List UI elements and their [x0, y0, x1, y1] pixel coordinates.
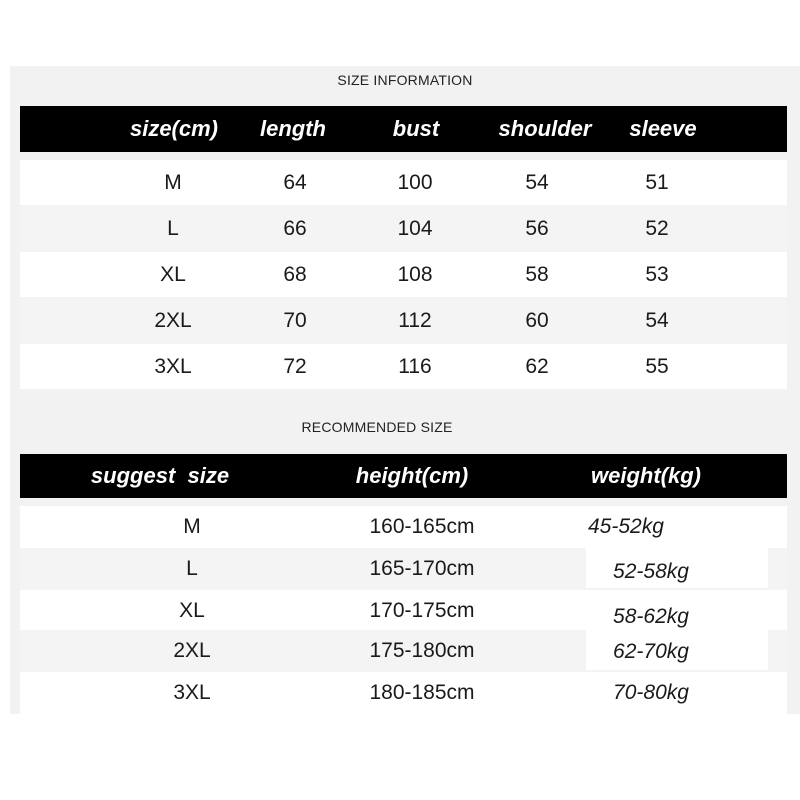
weight-value: 52-58kg — [613, 560, 689, 583]
bust-cell: 112 — [398, 308, 432, 332]
recommend-row — [20, 672, 787, 714]
weight-cell: 45-52kg — [588, 515, 664, 538]
size-row — [20, 160, 787, 205]
header-shoulder: shoulder — [498, 116, 592, 141]
sleeve-cell: 51 — [645, 170, 669, 194]
suggest-size-cell: 3XL — [173, 681, 211, 704]
weight-cell — [586, 548, 768, 588]
header-bust: bust — [392, 116, 440, 141]
length-cell: 66 — [283, 216, 307, 240]
height-cell: 175-180cm — [369, 639, 475, 662]
sleeve-cell: 55 — [645, 354, 669, 378]
header-suggest-size: suggest size — [90, 463, 230, 488]
sleeve-cell: 52 — [645, 216, 669, 240]
size-row — [20, 206, 787, 251]
shoulder-cell: 54 — [525, 170, 549, 194]
sleeve-cell: 53 — [645, 262, 669, 286]
recommend-row — [20, 630, 787, 672]
bust-cell: 116 — [398, 354, 432, 378]
size-row — [20, 298, 787, 343]
suggest-size-cell: M — [183, 515, 201, 538]
bust-cell: 104 — [397, 216, 433, 240]
suggest-size-cell: L — [186, 557, 198, 580]
shoulder-cell: 56 — [525, 216, 549, 240]
suggest-size-cell: XL — [179, 599, 205, 622]
height-cell: 160-165cm — [369, 515, 475, 538]
size-cell: 2XL — [154, 308, 192, 332]
height-cell: 180-185cm — [369, 681, 475, 704]
header-length: length — [260, 116, 326, 141]
recommend-row — [20, 548, 787, 590]
bust-cell: 100 — [397, 170, 433, 194]
bust-cell: 108 — [397, 262, 433, 286]
header-size: size(cm) — [129, 116, 219, 141]
size-cell: L — [167, 216, 179, 240]
height-cell: 165-170cm — [369, 557, 475, 580]
length-cell: 68 — [283, 262, 307, 286]
size-information-title: SIZE INFORMATION — [337, 72, 473, 88]
size-cell: XL — [160, 262, 186, 286]
shoulder-cell: 60 — [525, 308, 549, 332]
weight-value: 62-70kg — [613, 640, 689, 663]
length-cell: 70 — [283, 308, 307, 332]
size-cell: M — [164, 170, 182, 194]
weight-cell: 58-62kg — [613, 605, 689, 628]
sleeve-cell: 54 — [645, 308, 669, 332]
size-information-header — [20, 106, 787, 152]
size-row — [20, 344, 787, 389]
header-height: height(cm) — [355, 463, 469, 488]
size-cell: 3XL — [154, 354, 192, 378]
recommended-size-title: RECOMMENDED SIZE — [301, 419, 453, 435]
length-cell: 72 — [283, 354, 307, 378]
header-weight: weight(kg) — [591, 463, 701, 488]
size-row — [20, 252, 787, 297]
size-chart-panel — [10, 66, 800, 714]
suggest-size-cell: 2XL — [173, 639, 211, 662]
header-sleeve: sleeve — [629, 116, 697, 141]
recommended-size-header — [20, 454, 787, 498]
shoulder-cell: 62 — [525, 354, 549, 378]
shoulder-cell: 58 — [525, 262, 549, 286]
weight-cell: 70-80kg — [613, 681, 689, 704]
height-cell: 170-175cm — [369, 599, 475, 622]
recommend-row — [20, 590, 787, 632]
length-cell: 64 — [283, 170, 307, 194]
weight-cell — [586, 630, 768, 670]
recommend-row — [20, 506, 787, 548]
